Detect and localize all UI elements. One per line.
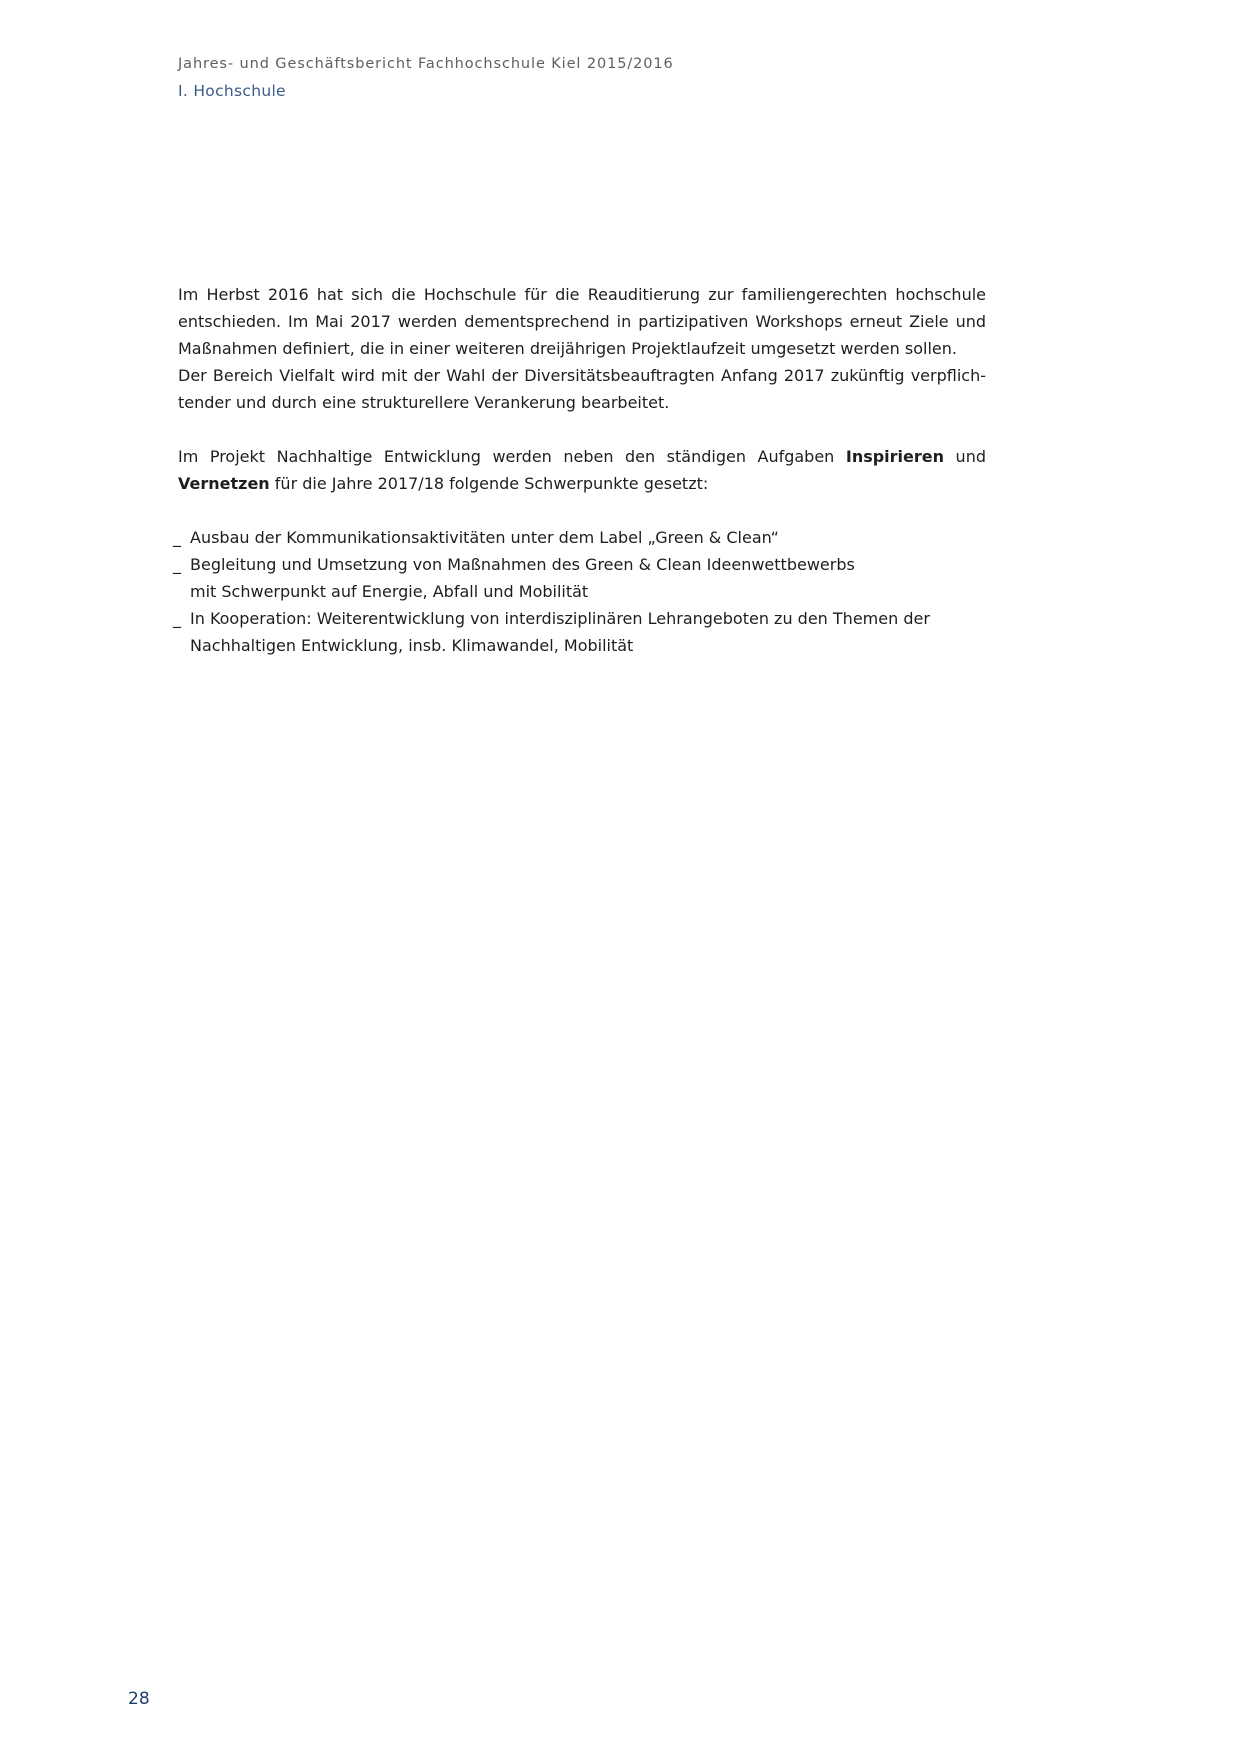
paragraph-sustainability-end: für die Jahre 2017/18 folgende Schwerpunkte gesetzt: (269, 474, 709, 493)
list-item-text: In Kooperation: Weiterentwicklung von interdisziplinären Lehrangeboten zu den Themen der (190, 609, 930, 628)
focus-list (173, 524, 986, 659)
bullet-marker: _ (173, 609, 181, 628)
running-header: Jahres- und Geschäftsbericht Fachhochschule Kiel 2015/2016 (178, 56, 674, 72)
paragraph-sustainability-mid: und (944, 447, 986, 466)
page-number: 28 (128, 1689, 150, 1709)
paragraph-sustainability (178, 443, 986, 497)
bullet-marker: _ (173, 555, 181, 574)
list-item-text: Ausbau der Kommunikationsaktivitäten unter dem Label „Green & Clean“ (190, 528, 779, 547)
paragraph-family-audit: Im Herbst 2016 hat sich die Hochschule für die Reauditierung zur familiengerechten hochschule entschieden. Im Mai 2017 werden dementsprechend in partizipativen Workshops erneut Ziele und Maßnahmen definiert, die in einer weiteren dreijährigen Projektlaufzeit umgesetzt werden sollen. (178, 285, 986, 358)
list-item-text-continuation: Nachhaltigen Entwicklung, insb. Klimawandel, Mobilität (190, 636, 634, 655)
list-item-text-continuation: mit Schwerpunkt auf Energie, Abfall und Mobilität (190, 582, 589, 601)
keyword-vernetzen: Vernetzen (178, 474, 270, 493)
list-item (173, 605, 986, 659)
list-item-text: Begleitung und Umsetzung von Maßnahmen des Green & Clean Ideenwettbewerbs (190, 555, 855, 574)
paragraph-sustainability-start: Im Projekt Nachhaltige Entwicklung werden neben den ständigen Aufgaben (178, 447, 846, 466)
keyword-inspirieren: Inspirieren (845, 447, 945, 466)
list-item (173, 551, 986, 605)
section-label: I. Hochschule (178, 82, 286, 100)
paragraph-diversity: Der Bereich Vielfalt wird mit der Wahl der Diversitätsbeauftragten Anfang 2017 zukünftig verpflichtender und durch eine strukturellere Verankerung bearbeitet. (178, 366, 986, 412)
main-content (173, 281, 986, 659)
bullet-marker: _ (173, 528, 181, 547)
list-item (173, 524, 986, 551)
